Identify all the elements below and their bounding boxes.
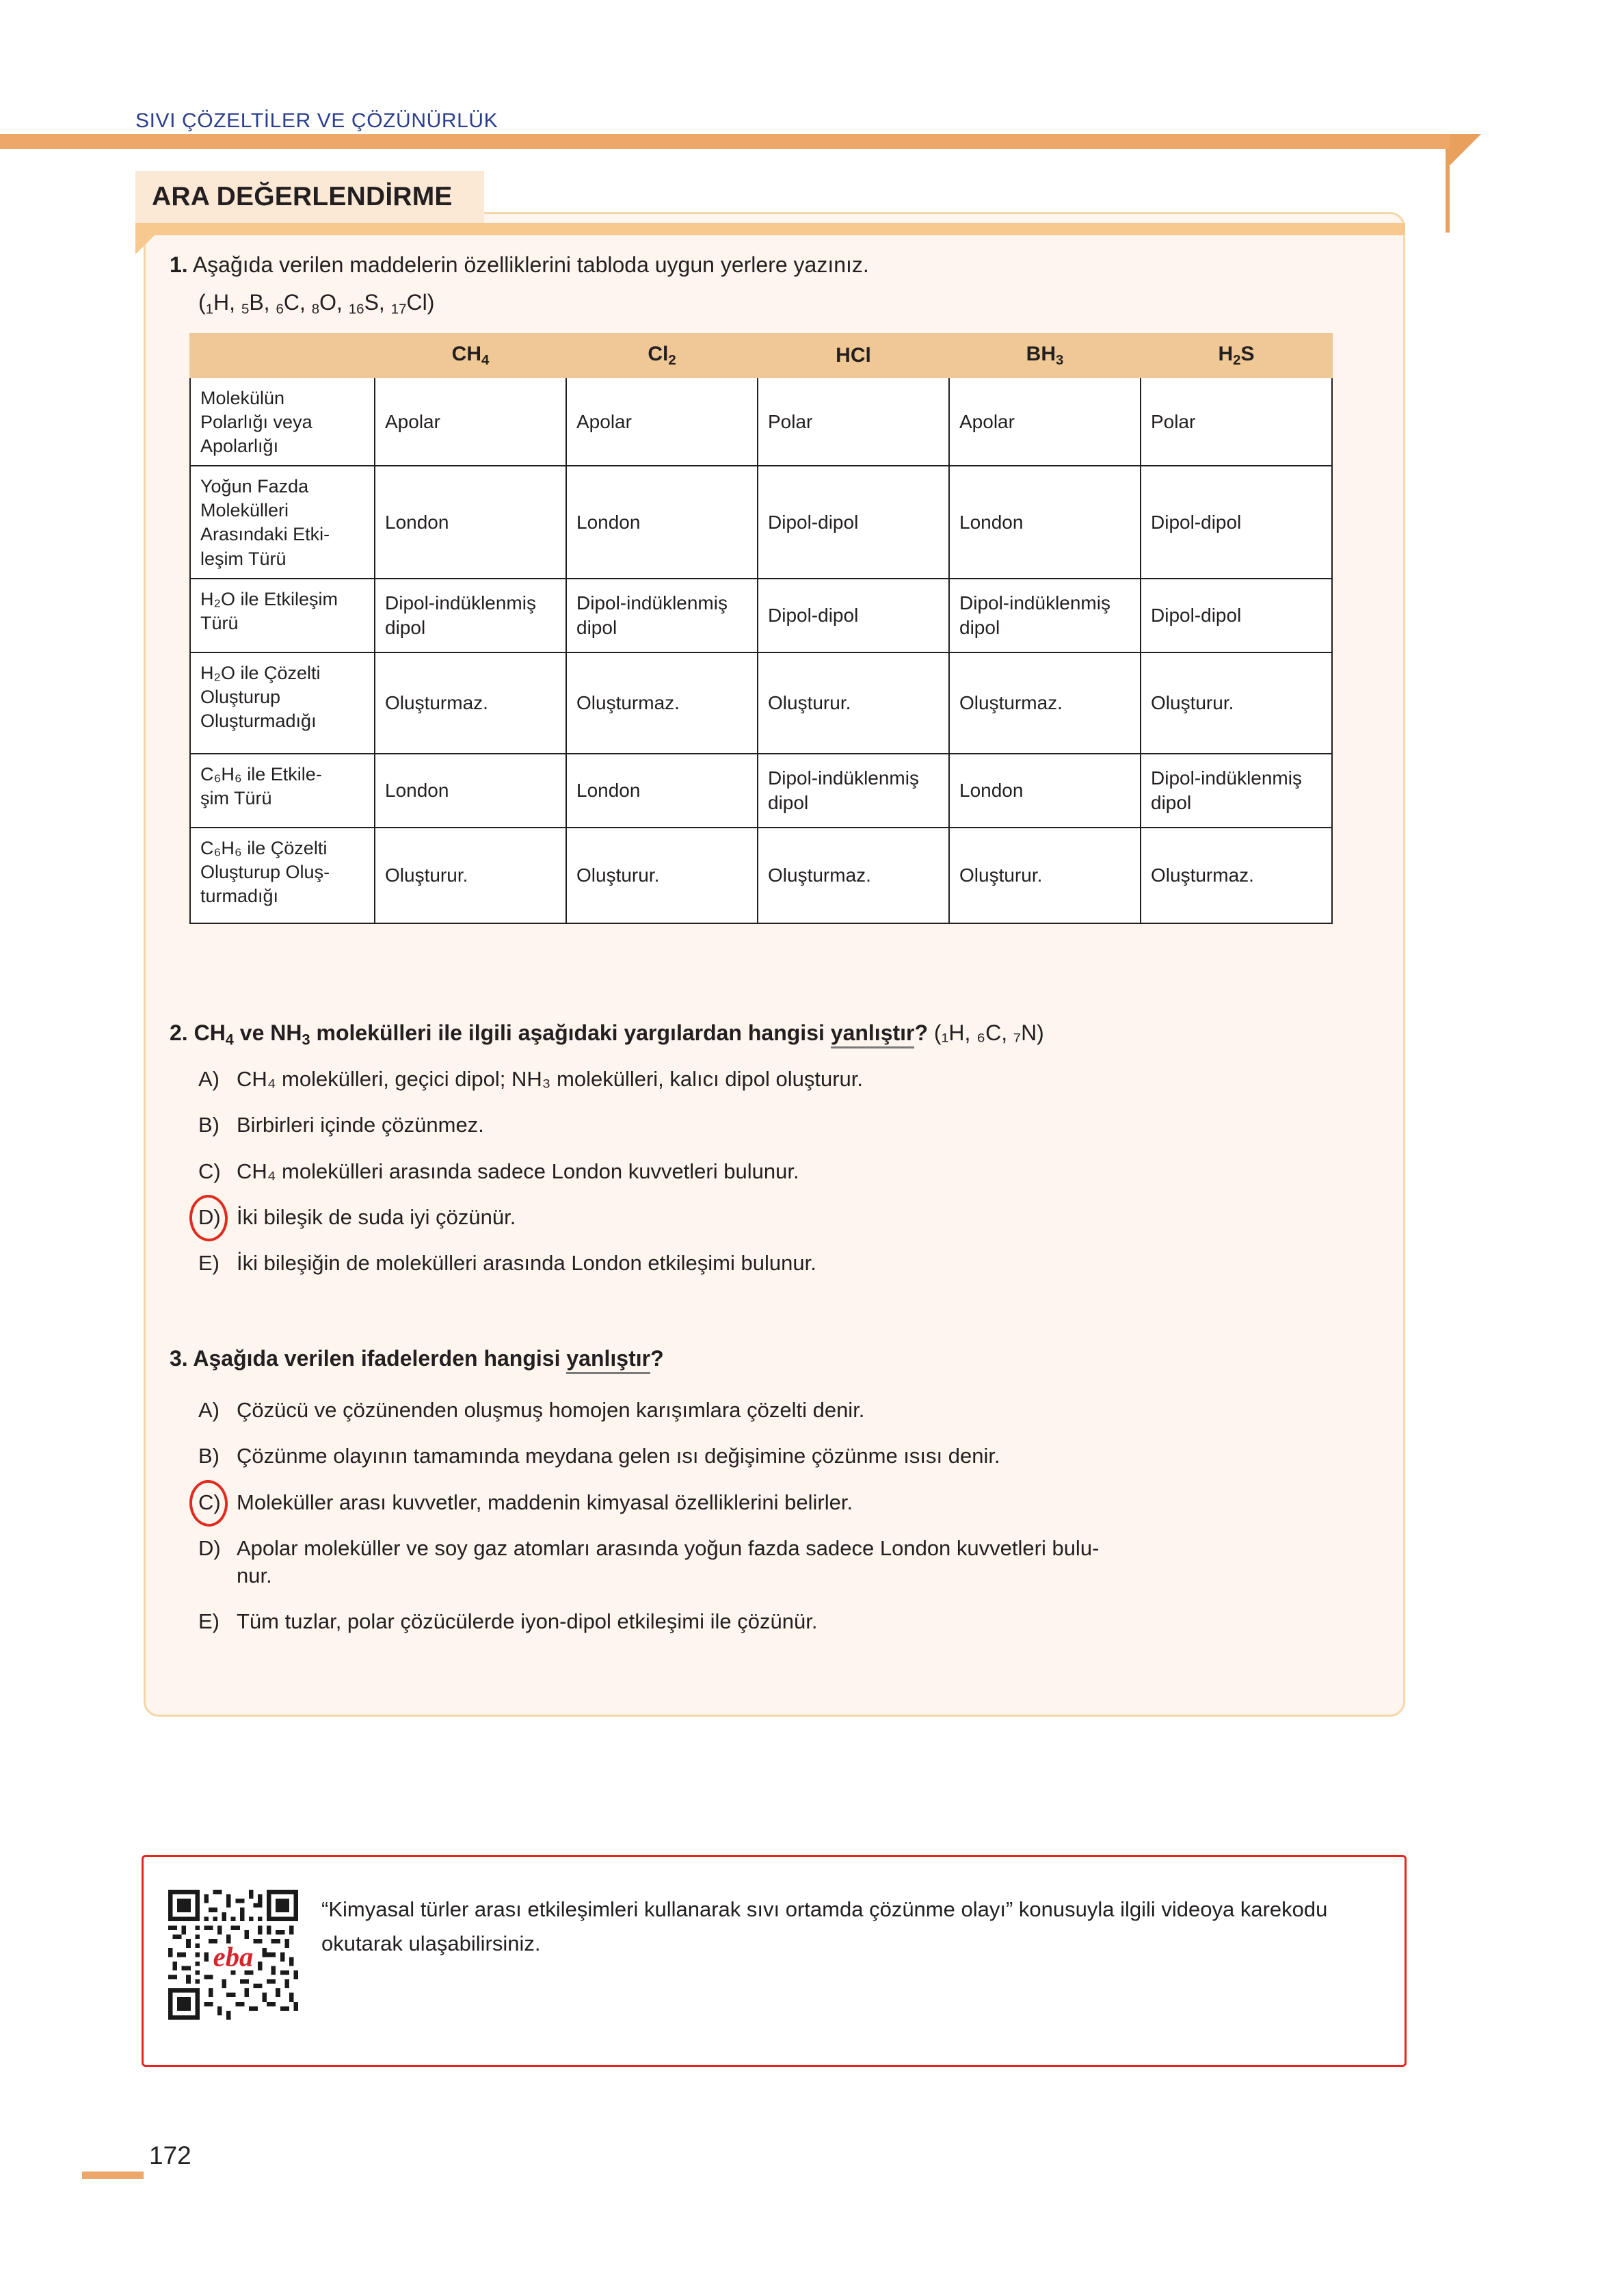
table-col-header-ch4: $CH_4$	[375, 334, 566, 378]
question-3-emphasis: yanlıştır	[566, 1346, 650, 1374]
option-b-letter: B)	[198, 1444, 219, 1468]
table-col-header-h2s: $H_2S$	[1141, 334, 1332, 378]
cell: London	[375, 466, 566, 578]
cell: Oluşturmaz.	[1141, 828, 1332, 923]
question-1-given-elements: (1H, 5B, 6C, 8O, 16S, 17Cl)	[198, 290, 435, 317]
given-z-3: 6	[276, 301, 284, 317]
option-d-text-line1: Apolar moleküller ve soy gaz atomları arasında yoğun fazda sadece London kuvvetleri bulu-	[237, 1535, 1100, 1560]
question-1-stem	[170, 250, 1346, 280]
table-row	[190, 828, 1332, 923]
option-e-letter: E)	[198, 1609, 219, 1634]
given-z-4: 8	[311, 301, 320, 317]
page-number: 172	[149, 2141, 191, 2169]
option-d[interactable]	[198, 1535, 1374, 1590]
option-a[interactable]	[198, 1397, 1374, 1424]
footer-rule	[82, 2172, 144, 2179]
given-sym-1: H	[213, 290, 230, 315]
section-tab-underline	[135, 223, 1405, 235]
option-c-text: Moleküller arası kuvvetler, maddenin kimyasal özelliklerini belirler.	[237, 1490, 853, 1514]
question-2-given-elements: (₁H, ₆C, ₇N)	[933, 1020, 1044, 1045]
cell: Dipol-indüklenmiş dipol	[758, 754, 949, 828]
given-sym-2: B	[249, 290, 264, 315]
option-a-letter: A)	[198, 1398, 219, 1422]
given-open-paren: (	[198, 290, 206, 315]
question-2-formula-ch4: CH	[194, 1020, 226, 1045]
qr-note-box	[142, 1855, 1407, 2067]
option-d-letter-circled: D)	[198, 1204, 237, 1231]
question-2-stem: 2. $CH_4$ ve $NH_3$ molekülleri ile ilgili aşağıdaki yargılardan hangisi yanlıştır? (₁H, ₆C, ₇N)	[170, 1020, 1044, 1048]
cell: London	[949, 754, 1141, 828]
cell: Oluşturmaz.	[758, 828, 949, 923]
option-a[interactable]	[198, 1066, 1361, 1093]
given-z-2: 5	[241, 301, 250, 317]
cell: Dipol-indüklenmiş dipol	[949, 579, 1141, 652]
cell: Oluşturur.	[949, 828, 1141, 923]
given-close-paren: )	[427, 290, 435, 315]
table-col-header-bh3: $BH_3$	[949, 334, 1141, 378]
option-e-text: Tüm tuzlar, polar çözücülerde iyon-dipol etkileşimi ile çözünür.	[237, 1609, 818, 1634]
cell: Apolar	[375, 378, 566, 466]
option-d-letter: D)	[198, 1535, 221, 1560]
given-sym-6: Cl	[406, 290, 427, 315]
option-d[interactable]	[198, 1204, 1361, 1231]
question-2-number: 2.	[170, 1020, 188, 1045]
cell: Dipol-dipol	[1141, 466, 1332, 578]
cell: Dipol-dipol	[758, 579, 949, 652]
cell: Dipol-indüklenmiş dipol	[375, 579, 566, 652]
table-header-row	[190, 334, 1332, 378]
option-c-letter: C)	[198, 1159, 221, 1183]
table-corner-cell	[190, 334, 375, 378]
given-z-5: 16	[348, 301, 364, 317]
question-2-options	[198, 1066, 1361, 1295]
option-e-text: İki bileşiğin de molekülleri arasında London etkileşimi bulunur.	[237, 1251, 816, 1276]
cell: Oluşturmaz.	[375, 652, 566, 754]
option-e[interactable]	[198, 1608, 1374, 1635]
option-e[interactable]	[198, 1250, 1361, 1277]
option-c-letter-circled: C)	[198, 1489, 237, 1516]
given-sym-3: C	[283, 290, 299, 315]
cell: Apolar	[949, 378, 1141, 466]
cell: London	[566, 466, 758, 578]
given-sym-4: O	[319, 290, 337, 315]
table-col-header-cl2: $Cl_2$	[566, 334, 758, 378]
qr-code-icon[interactable]	[168, 1890, 298, 2020]
section-tab	[135, 171, 484, 223]
option-b[interactable]	[198, 1111, 1361, 1139]
table-row	[190, 378, 1332, 466]
table-row	[190, 754, 1332, 828]
top-accent-bar	[0, 134, 1450, 149]
cell: Oluşturur.	[566, 828, 758, 923]
cell: Dipol-dipol	[758, 466, 949, 578]
question-1-number: 1.	[170, 252, 188, 277]
option-a-text: Çözücü ve çözünenden oluşmuş homojen karışımlara çözelti denir.	[237, 1398, 865, 1422]
properties-table-wrapper	[189, 333, 1331, 924]
cell: Dipol-indüklenmiş dipol	[566, 579, 758, 652]
properties-table	[189, 333, 1333, 924]
option-b-letter: B)	[198, 1113, 219, 1137]
table-row	[190, 652, 1332, 754]
table-row	[190, 579, 1332, 652]
option-c-text: CH₄ molekülleri arasında sadece London kuvvetleri bulunur.	[237, 1159, 799, 1183]
qr-note-text: “Kimyasal türler arası etkileşimleri kullanarak sıvı ortamda çözünme olayı” konusuyla ilgili videoya karekodu okutarak ulaşabilirsiniz.	[321, 1897, 1328, 1956]
cell: Apolar	[566, 378, 758, 466]
cell: London	[375, 754, 566, 828]
row-label-condensed-phase: Yoğun Fazda Molekülleri Arasındaki Etki- leşim Türü	[190, 466, 375, 578]
cell: Oluşturur.	[1141, 652, 1332, 754]
option-d-text-line2: nur.	[237, 1563, 272, 1588]
option-a-text: CH₄ molekülleri, geçici dipol; NH₃ molekülleri, kalıcı dipol oluşturur.	[237, 1067, 863, 1091]
option-e-letter: E)	[198, 1251, 219, 1276]
option-a-letter: A)	[198, 1067, 219, 1091]
cell: Oluşturur.	[758, 652, 949, 754]
cell: Oluşturmaz.	[566, 652, 758, 754]
qr-eba-logo-text: eba	[213, 1941, 254, 1972]
cell: Dipol-indüklenmiş dipol	[1141, 754, 1332, 828]
option-c[interactable]	[198, 1489, 1374, 1516]
table-row	[190, 466, 1332, 578]
cell: Dipol-dipol	[1141, 579, 1332, 652]
top-accent-bar-stem	[1446, 149, 1450, 233]
option-b-text: Çözünme olayının tamamında meydana gelen ısı değişimine çözünme ısısı denir.	[237, 1444, 1000, 1468]
question-2-emphasis: yanlıştır	[831, 1020, 915, 1048]
row-label-h2o-interaction: H₂O ile Etkileşim Türü	[190, 579, 375, 652]
row-label-h2o-solution: H₂O ile Çözelti Oluşturup Oluşturmadığı	[190, 652, 375, 754]
running-head: SIVI ÇÖZELTİLER VE ÇÖZÜNÜRLÜK	[135, 109, 498, 132]
given-sym-5: S	[364, 290, 379, 315]
option-b[interactable]	[198, 1442, 1374, 1470]
option-d-text: İki bileşik de suda iyi çözünür.	[237, 1204, 516, 1229]
question-1-stem-text: Aşağıda verilen maddelerin özelliklerini tabloda uygun yerlere yazınız.	[192, 252, 869, 277]
cell: Oluşturmaz.	[949, 652, 1141, 754]
cell: Polar	[758, 378, 949, 466]
section-tab-fold-icon	[135, 235, 155, 254]
option-d-text	[237, 1535, 1374, 1590]
question-3-stem: 3. Aşağıda verilen ifadelerden hangisi yanlıştır?	[170, 1344, 1359, 1373]
section-tab-label: ARA DEĞERLENDİRME	[152, 182, 453, 211]
cell: London	[949, 466, 1141, 578]
top-accent-bar-fold-icon	[1450, 134, 1481, 166]
table-col-header-hcl: HCl	[758, 334, 949, 378]
option-c[interactable]	[198, 1158, 1361, 1185]
question-2-formula-nh3: ve NH	[233, 1020, 302, 1045]
row-label-c6h6-interaction: C₆H₆ ile Etkile- şim Türü	[190, 754, 375, 828]
row-label-c6h6-solution: C₆H₆ ile Çözelti Oluşturup Oluş- turmadığı	[190, 828, 375, 923]
option-b-text: Birbirleri içinde çözünmez.	[237, 1113, 484, 1137]
given-z-6: 17	[390, 301, 407, 317]
question-3-number: 3.	[170, 1346, 188, 1371]
cell: Oluşturur.	[375, 828, 566, 923]
row-label-polarity: Molekülün Polarlığı veya Apolarlığı	[190, 378, 375, 466]
question-3-stem-text: Aşağıda verilen ifadelerden hangisi	[193, 1346, 567, 1371]
cell: London	[566, 754, 758, 828]
given-z-1: 1	[205, 301, 214, 317]
question-3-options	[198, 1397, 1374, 1654]
cell: Polar	[1141, 378, 1332, 466]
question-2-stem-text: molekülleri ile ilgili aşağıdaki yargılardan hangisi	[310, 1020, 831, 1045]
